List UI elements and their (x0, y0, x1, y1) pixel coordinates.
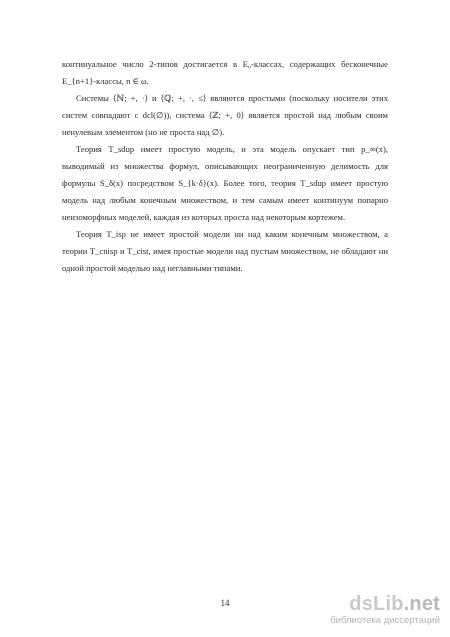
paragraph-2: Системы ⟨ℕ; +, ·⟩ и ⟨ℚ; +, ·, ≤⟩ являются простыми (поскольку носители этих систем совпадают с dcl(∅)), система ⟨ℤ; +, 0⟩ является простой над любым своим ненулевым элементом (но не проста над ∅). (62, 93, 388, 137)
paragraph-3: Теория T_sdup имеет простую модель, и эта модель опускает тип p_∞(x), выводимый из множества формул, описывающих неограниченную делимость для формулы S_δ(x) посредством S_{k·δ}(x). Более того, теория T_sdup имеет простую модель над любым конечным множеством, и тем самым имеет континуум попарно неизоморфных моделей, каждая из которых проста над некоторым кортежем. (62, 144, 388, 222)
paragraph-4: Теория T_isp не имеет простой модели ни над каким конечным множеством, а теории T_cnisp и T_cist, имея простые модели над пустым множеством, не обладают ни одной простой моделью над неглавными типами. (62, 229, 388, 273)
watermark-tagline: библиотека диссертаций (330, 615, 440, 626)
watermark-logo-suffix: .net (403, 593, 440, 615)
body-text (62, 56, 388, 277)
paragraph-1: континуальное число 2-типов достигается в E₀-классах, содержащих бесконечные E_{n+1}-классы, n ∈ ω. (62, 59, 388, 86)
watermark-logo (320, 593, 440, 615)
page-number: 14 (220, 598, 230, 608)
watermark (320, 593, 440, 629)
watermark-logo-main: dsLib (349, 593, 404, 615)
